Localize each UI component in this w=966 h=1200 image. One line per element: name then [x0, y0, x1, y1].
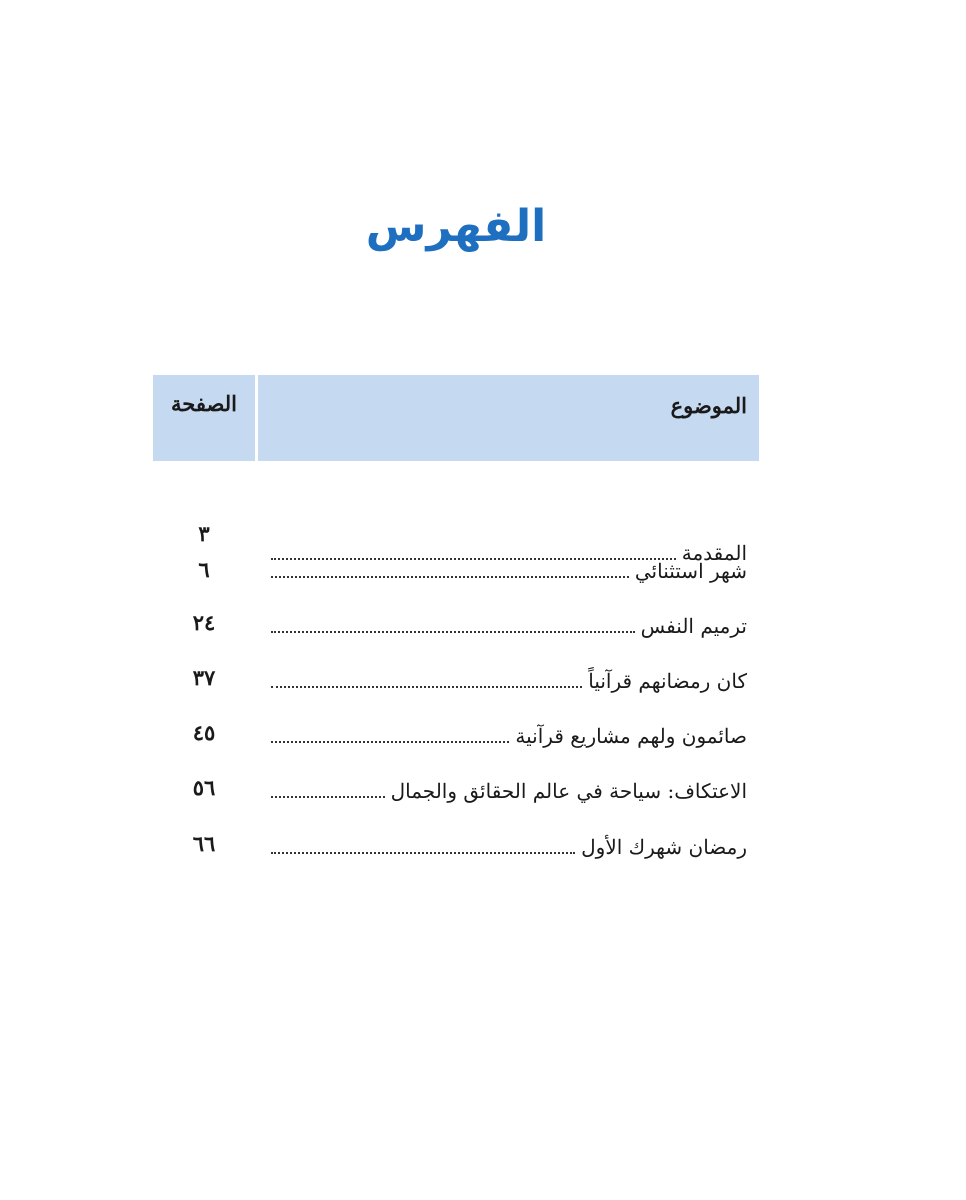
- header-separator: [255, 375, 258, 461]
- leader-dots: [271, 795, 385, 798]
- toc-row[interactable]: [153, 775, 759, 819]
- toc-row[interactable]: [153, 559, 759, 599]
- toc-row-title: شهر استثنائي: [634, 559, 747, 583]
- table-of-contents: [153, 375, 759, 859]
- toc-row[interactable]: [153, 831, 759, 875]
- leader-dots: [271, 630, 635, 633]
- toc-row-title: الاعتكاف: سياحة في عالم الحقائق والجمال: [390, 779, 747, 803]
- toc-row-page: ٢٤: [192, 610, 216, 635]
- toc-row[interactable]: [153, 665, 759, 709]
- toc-row[interactable]: [153, 720, 759, 764]
- toc-row-title: رمضان شهرك الأول: [581, 835, 747, 859]
- leader-dots: [271, 575, 629, 578]
- toc-row-topic: [271, 614, 747, 638]
- toc-row-page: ٦: [198, 557, 210, 582]
- header-page: الصفحة: [153, 375, 255, 461]
- toc-row-title: ترميم النفس: [640, 614, 747, 638]
- toc-row-title: كان رمضانهم قرآنياً: [588, 669, 747, 693]
- page-title: الفهرس: [365, 201, 547, 252]
- leader-dots: [271, 851, 575, 854]
- toc-header: [153, 375, 759, 461]
- toc-row-topic: [271, 559, 747, 583]
- toc-row-topic: [271, 835, 747, 859]
- toc-row[interactable]: [153, 501, 759, 565]
- toc-row[interactable]: [153, 610, 759, 654]
- toc-row-page: ٤٥: [192, 720, 216, 745]
- leader-dots: [271, 685, 582, 688]
- leader-dots: [271, 740, 509, 743]
- toc-row-title: المقدمة: [681, 541, 747, 565]
- toc-row-page: ٥٦: [192, 775, 216, 800]
- toc-row-page: ٦٦: [192, 831, 216, 856]
- header-topic: الموضوع: [258, 375, 759, 461]
- toc-row-topic: [271, 779, 747, 803]
- toc-row-page: ٣: [198, 521, 210, 546]
- toc-row-topic: [271, 669, 747, 693]
- toc-row-page: ٣٧: [192, 665, 216, 690]
- toc-row-title: صائمون ولهم مشاريع قرآنية: [515, 724, 747, 748]
- toc-row-topic: [271, 724, 747, 748]
